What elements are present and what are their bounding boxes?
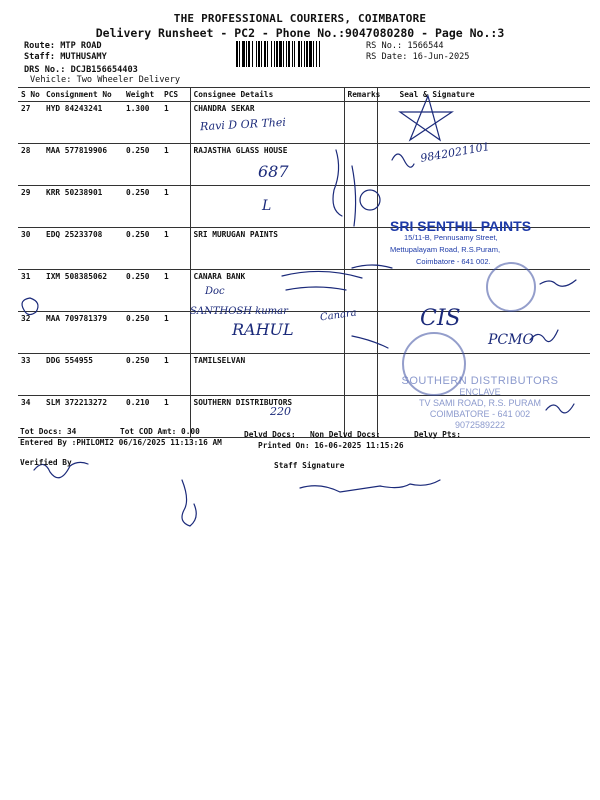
row-consignee: CHANDRA SEKAR [190,102,344,144]
total-cod: Tot COD Amt: 0.00 [120,427,200,436]
handwritten-seal-32: PCMO [488,332,534,348]
row-pcs: 1 [161,396,190,438]
row-consignment-no: HYD 84243241 [43,102,123,144]
row-sno: 28 [18,144,43,186]
row-pcs: 1 [161,354,190,396]
row-pcs: 1 [161,102,190,144]
col-consignment: Consignment No [43,88,123,102]
row-weight: 1.300 [123,102,161,144]
stamp-name: SOUTHERN DISTRIBUTORS [401,375,559,387]
handwritten-name-33: RAHUL [232,320,294,339]
rs-date: RS Date: 16-Jun-2025 [366,52,470,62]
row-consignee: TAMILSELVAN [190,354,344,396]
total-docs: Tot Docs: 34 [20,427,77,436]
col-remarks: Remarks [344,88,377,102]
row-consignment-no: MAA 709781379 [43,312,123,354]
handwritten-remark-32: CIS [420,306,461,331]
row-pcs: 1 [161,144,190,186]
circled-mark [360,190,380,210]
verified-signature-2 [182,480,196,526]
handwritten-note-34: 220 [270,405,291,418]
row-consignment-no: KRR 50238901 [43,186,123,228]
row-consignee: RAJASTHA GLASS HOUSE [190,144,344,186]
row-pcs: 1 [161,270,190,312]
delivered-docs: Delvd Docs: [244,430,296,439]
row-weight: 0.250 [123,186,161,228]
route: Route: MTP ROAD [24,41,102,51]
row-consignee: CANARA BANK [190,270,344,312]
row-weight: 0.210 [123,396,161,438]
row-consignee: SRI MURUGAN PAINTS [190,228,344,270]
row-sno: 31 [18,270,43,312]
row-weight: 0.250 [123,312,161,354]
handwritten-receiver-27: Ravi D OR Thei [199,115,287,134]
rs-number: RS No.: 1566544 [366,41,444,51]
row-sno: 32 [18,312,43,354]
signature-34 [546,404,574,413]
signature-star-27 [400,96,452,140]
signature-28 [392,154,414,167]
row-pcs: 1 [161,312,190,354]
col-sno: S No [18,88,43,102]
verified-by: Verified By [20,458,72,467]
entered-by: Entered By :PHILOMI2 06/16/2025 11:13:16 AM [20,438,222,447]
staff-signature-label: Staff Signature [274,461,345,470]
handwritten-bank-32: Canara [319,307,358,324]
row-consignment-no: EDQ 25233708 [43,228,123,270]
row-consignment-no: MAA 577819906 [43,144,123,186]
handwritten-note-28: 687 [258,162,289,181]
company-title: THE PROFESSIONAL COURIERS, COIMBATORE [173,12,427,25]
row-sno: 33 [18,354,43,396]
row-weight: 0.250 [123,144,161,186]
col-consignee: Consignee Details [190,88,344,102]
row-sno: 34 [18,396,43,438]
col-pcs: PCS [161,88,190,102]
non-delivered-docs: Non Delvd Docs: [310,430,381,439]
stamp-address-2: TV SAMI ROAD, R.S. PURAM [418,398,541,408]
stamp-address-3: COIMBATORE - 641 002 [429,409,531,419]
delivery-points: Delvy Pts: [414,430,461,439]
signature-31 [540,280,576,286]
circled-row-32 [22,298,38,315]
row-sno: 27 [18,102,43,144]
row-consignee: SOUTHERN DISTRIBUTORS [190,396,344,438]
handwritten-doc-31: Doc [205,286,225,297]
row-sno: 30 [18,228,43,270]
row-weight: 0.250 [123,228,161,270]
bracket-stroke-2 [352,166,356,226]
row-sno: 29 [18,186,43,228]
runsheet-subtitle: Delivery Runsheet - PC2 - Phone No.:9047080280 - Page No.:3 [95,26,505,40]
row-consignment-no: SLM 372213272 [43,396,123,438]
drs-number: DRS No.: DCJB156654403 [24,65,138,75]
stamp-phone: 9072589222 [454,420,506,430]
row-pcs: 1 [161,228,190,270]
stamp-name: SRI SENTHIL PAINTS [390,218,532,234]
vehicle: Vehicle: Two Wheeler Delivery [30,75,181,85]
row-pcs: 1 [161,186,190,228]
scribble-31 [282,271,362,290]
row-weight: 0.250 [123,270,161,312]
bracket-stroke [333,150,342,216]
col-seal: Seal & Signature [377,88,590,102]
stamp-address-3: Coimbatore - 641 002. [416,257,491,266]
printed-on: Printed On: 16-06-2025 11:15:26 [258,441,404,450]
signature-33 [530,330,558,342]
stamp-address-1: 15/11-B, Pennusamy Street, [404,233,498,242]
stamp-address-1: ENCLAVE [459,387,501,397]
stamp-address-2: Mettupalayam Road, R.S.Puram, [390,245,501,254]
staff: Staff: MUTHUSAMY [24,52,107,62]
col-weight: Weight [123,88,161,102]
row-consignment-no: DDG 554955 [43,354,123,396]
handwritten-name-32: SANTHOSH kumar [190,306,288,317]
row-consignment-no: IXM 508385062 [43,270,123,312]
staff-signature [300,480,440,492]
handwritten-mark-29: L [262,198,272,214]
row-weight: 0.250 [123,354,161,396]
handwritten-phone-28: 9842021101 [419,140,491,165]
